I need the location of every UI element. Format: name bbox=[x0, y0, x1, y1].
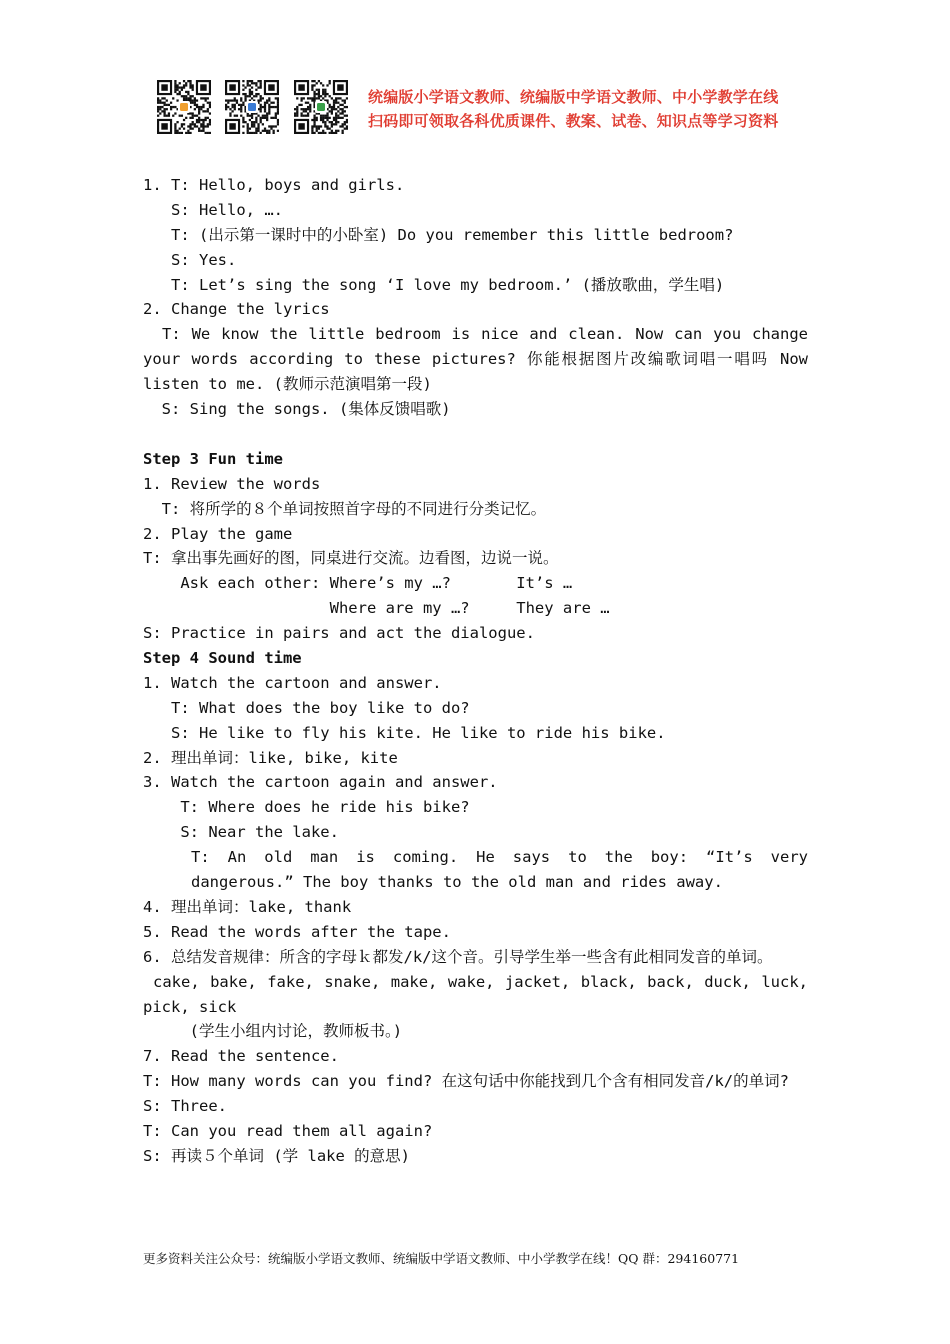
text-line: (学生小组内讨论，教师板书。) bbox=[143, 1022, 403, 1041]
text-line: T: Let’s sing the song ‘I love my bedroom.’ (播放歌曲，学生唱) bbox=[143, 275, 725, 294]
promo-line-1: 统编版小学语文教师、统编版中学语文教师、中小学教学在线 bbox=[368, 88, 779, 106]
text-line: T: What does the boy like to do? bbox=[143, 698, 470, 717]
text-line: S: Yes. bbox=[143, 250, 237, 269]
text-line: 1. Review the words bbox=[143, 474, 321, 493]
section-heading: Step 3 Fun time bbox=[143, 449, 283, 468]
footer-text: 更多资料关注公众号：统编版小学语文教师、统编版中学语文教师、中小学教学在线！QQ 群：294160771 bbox=[143, 1251, 740, 1266]
text-line: Ask each other: Where’s my …? It’s … bbox=[143, 574, 573, 593]
text-line: 2. 理出单词：like, bike, kite bbox=[143, 748, 398, 767]
qr-code-1[interactable] bbox=[157, 80, 211, 134]
paragraph: T: We know the little bedroom is nice and clean. Now can you change your words according to these pictures? 你能根据图片改编歌词唱一唱吗 Now listen to me. (教师示范演唱第一段) bbox=[143, 325, 808, 394]
qr-code-3[interactable] bbox=[294, 80, 348, 134]
text-line: 1. Watch the cartoon and answer. bbox=[143, 673, 442, 692]
text-line: T: (出示第一课时中的小卧室) Do you remember this little bedroom? bbox=[143, 225, 734, 244]
paragraph: 6. 总结发音规律：所含的字母ｋ都发/k/这个音。引导学生举一些含有此相同发音的单词。 bbox=[143, 947, 773, 966]
text-line: T: Where does he ride his bike? bbox=[143, 798, 470, 817]
text-line: 5. Read the words after the tape. bbox=[143, 922, 451, 941]
blank-line bbox=[143, 422, 808, 447]
section-heading: Step 4 Sound time bbox=[143, 648, 302, 667]
promo-line-2: 扫码即可领取各科优质课件、教案、试卷、知识点等学习资料 bbox=[368, 112, 779, 130]
text-line: Where are my …? They are … bbox=[143, 599, 610, 618]
text-line: S: Practice in pairs and act the dialogue. bbox=[143, 624, 535, 643]
text-line: T: Can you read them all again? bbox=[143, 1121, 433, 1140]
text-line: 2. Change the lyrics bbox=[143, 300, 330, 319]
text-line: S: He like to fly his kite. He like to ride his bike. bbox=[143, 723, 666, 742]
text-line: 4. 理出单词：lake, thank bbox=[143, 897, 352, 916]
paragraph: cake, bake, fake, snake, make, wake, jacket, black, back, duck, luck, pick, sick bbox=[143, 972, 808, 1016]
text-line: T: 将所学的８个单词按照首字母的不同进行分类记忆。 bbox=[143, 499, 547, 518]
text-line: S: Near the lake. bbox=[143, 823, 339, 842]
text-line: S: Hello, …. bbox=[143, 200, 283, 219]
paragraph: T: How many words can you find? 在这句话中你能找到几个含有相同发音/k/的单词? bbox=[143, 1072, 789, 1091]
text-line: 1. T: Hello, boys and girls. bbox=[143, 176, 405, 194]
text-line: 2. Play the game bbox=[143, 524, 293, 543]
text-line: 7. Read the sentence. bbox=[143, 1047, 339, 1066]
text-line: T: 拿出事先画好的图，同桌进行交流。边看图，边说一说。 bbox=[143, 549, 559, 568]
text-line: S: Three. bbox=[143, 1097, 227, 1116]
paragraph: T: An old man is coming. He says to the boy: “It’s very dangerous.” The boy thanks to the old man and rides away. bbox=[191, 848, 808, 891]
document-body bbox=[143, 173, 808, 1169]
qr-code-2[interactable] bbox=[225, 80, 279, 134]
text-line: S: 再读５个单词 (学 lake 的意思) bbox=[143, 1146, 410, 1165]
text-line: 3. Watch the cartoon again and answer. bbox=[143, 773, 498, 792]
text-line: S: Sing the songs. (集体反馈唱歌) bbox=[143, 400, 451, 419]
